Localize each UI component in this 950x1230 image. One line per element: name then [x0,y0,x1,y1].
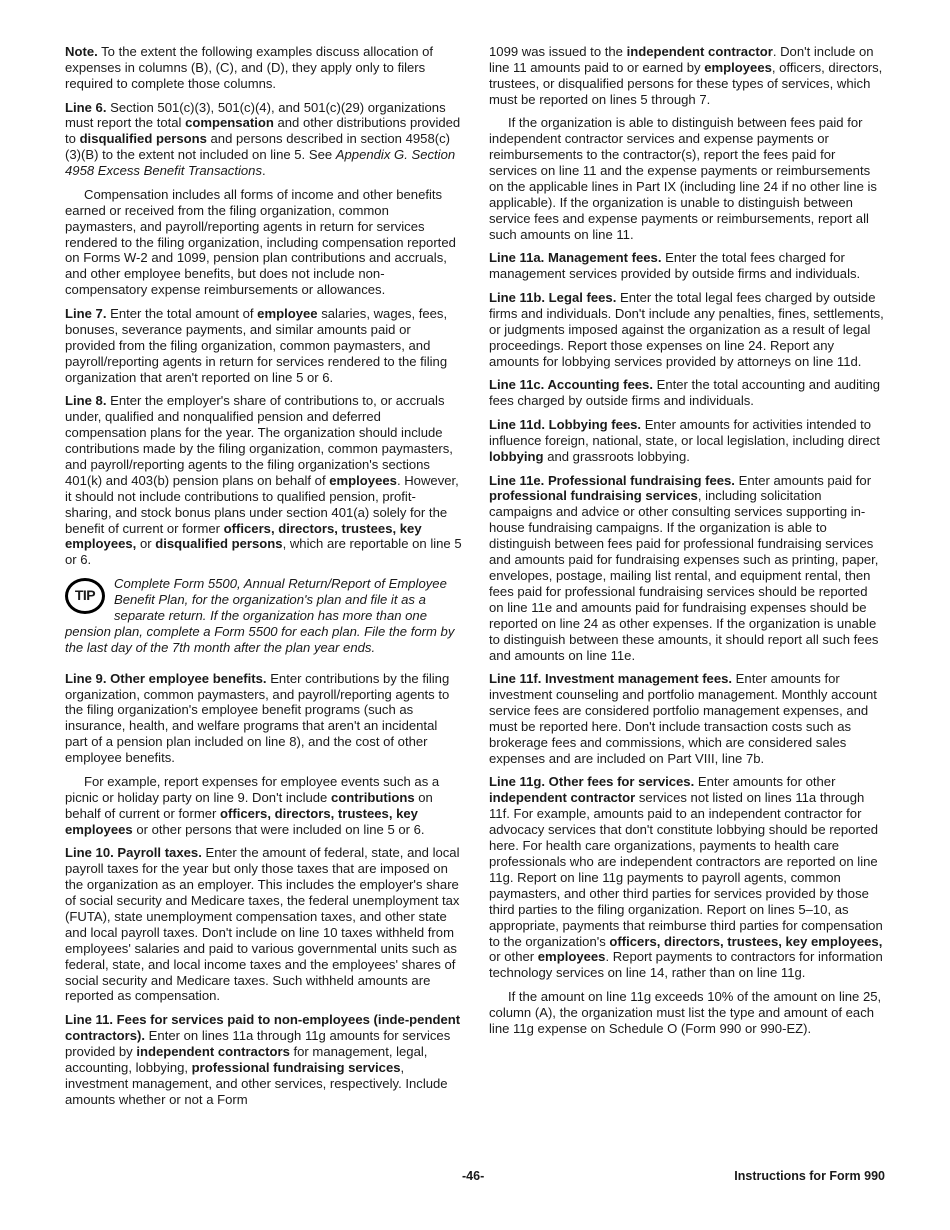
note-paragraph: Note. To the extent the following examples discuss allocation of expenses in columns (B), (C), and (D), they apply only to filers required to complete those columns. [65,44,434,91]
footer-title: Instructions for Form 990 [734,1169,885,1183]
tip-box [65,576,462,656]
line-11-continued-paragraph: 1099 was issued to the independent contractor. Don't include on line 11 amounts paid to or earned by employees, officers, directors, trustees, or disqualified persons for these types of services, which must be reported on lines 5 through 7. [489,44,883,107]
tip-icon: TIP [65,578,105,614]
line-6-paragraph: Line 6. Section 501(c)(3), 501(c)(4), and 501(c)(29) organizations must report the total compensation and other distributions provided to disqualified persons and persons described in section 4958(c)(3)(B) to the extent not included on line 5. See Appendix G. Section 4958 Excess Benefit Transactions. [65,99,461,179]
line-11b-paragraph: Line 11b. Legal fees. Enter the total legal fees charged by outside firms and individuals. Don't include any penalties, fines, settlements, or judgments imposed against the organization as a result of legal proceedings. Report those expenses on line 24. Report any amounts for lobbying services provided by attorneys on line 11d. [489,290,884,369]
line-11c-paragraph: Line 11c. Accounting fees. Enter the total accounting and auditing fees charged by outside firms and individuals. [489,377,881,409]
line-9-example-paragraph: For example, report expenses for employee events such as a picnic or holiday party on line 9. Don't include contributions on behalf of current or former officers, directors, trustees, key employees or other persons that were included on line 5 or 6. [65,773,440,837]
line-11f-paragraph: Line 11f. Investment management fees. Enter amounts for investment counseling and portfolio management. Monthly account service fees are considered portfolio management expenses, and must be reported here. Don't include transaction costs such as brokerage fees and commissions, which are considered sales expenses and are included on Part VIII, line 7b. [489,671,877,766]
page-number: -46- [462,1169,485,1183]
tip-text: Complete Form 5500, Annual Return/Report of Employee Benefit Plan, for the organization's plan and file it as a separate return. If the organization has more than one pension plan, complete a Form 5500 for each plan. File the form by the last day of the 7th month after the plan year ends. [65,576,455,655]
line-11-paragraph: Line 11. Fees for services paid to non-employees (inde-pendent contractors). Enter on lines 11a through 11g amounts for services provided by independent contractors for management, legal, accounting, lobbying, professional fundraising services, investment management, and other services, respectively. Include amounts whether or not a Form [65,1012,461,1107]
right-column [489,44,885,1045]
line-11d-paragraph: Line 11d. Lobbying fees. Enter amounts for activities intended to influence foreign, national, state, or local legislation, including direct lobbying and grassroots lobbying. [489,417,880,464]
compensation-paragraph: Compensation includes all forms of income and other benefits earned or received from the filing organization, common paymasters, and payroll/reporting agents in return for services rendered to the filing organization, including compensation reported on Forms W-2 and 1099, pension plan contributions and accruals, and other employee benefits, but does not include non-compensatory expense reimbursements or allowances. [65,186,456,298]
line-9-paragraph: Line 9. Other employee benefits. Enter contributions by the filing organization, common paymasters, and payroll/reporting agents to the filing organization's employee benefit programs (such as insurance, health, and welfare programs that aren't an incidental part of a pension plan included on line 8), and the cost of other employee benefits. [65,670,450,766]
line-7-paragraph: Line 7. Enter the total amount of employee salaries, wages, fees, bonuses, severance payments, and similar amounts paid or provided from the filing organization, common paymasters, and payroll/reporting agents in return for services rendered to the filing organization that aren't reported on line 5 or 6. [65,305,448,385]
line-11e-paragraph: Line 11e. Professional fundraising fees. Enter amounts paid for professional fundraising services, including solicitation campaigns and advice or other consulting services supporting in-house fundraising campaigns. If the organization is able to distinguish between fees paid for professional fundraising services and amounts paid for fundraising expenses such as printing, paper, envelopes, postage, mailing list rental, and equipment rental, then fees paid for professional fundraising services should be reported on line 11e and amounts paid for fundraising expenses should be reported on line 24 as other expenses. If the organization is unable to distinguish between these amounts, it should report all such fees and amounts on line 11e. [489,472,879,663]
line-10-paragraph: Line 10. Payroll taxes. Enter the amount of federal, state, and local payroll taxes for the year but only those taxes that are imposed on the organization as an employer. This includes the employer's share of social security and Medicare taxes, the federal unemployment tax (FUTA), state unemployment compensation taxes, and other state and local payroll taxes. Don't include on line 10 taxes withheld from employees' salaries and paid to various governmental units such as federal, state, and local income taxes and the employees' shares of social security and Medicare taxes. Such withheld amounts are reported as compensation. [65,845,460,1004]
distinguish-paragraph: If the organization is able to distinguish between fees paid for independent contractor services and expense payments or reimbursements to the contractor(s), report the fees paid for services on line 11 and the expense payments or reimbursements on the applicable lines in Part IX (including line 24 if no other line is applicable). If the organization is unable to distinguish between service fees and expense payments or reimbursements, report all such amounts on line 11. [489,115,877,242]
line-11a-paragraph: Line 11a. Management fees. Enter the total fees charged for management services provided by outside firms and individuals. [489,250,861,282]
line-8-paragraph: Line 8. Enter the employer's share of contributions to, or accruals under, qualified and nonqualified pension and deferred compensation plans for the year. The organization should include contributions made by the filing organization, common paymasters, and payroll/reporting agents to the filing organization's sections 401(k) and 403(b) pension plans on behalf of employees. However, it should not include contributions to qualified pension, profit-sharing, and stock bonus plans under section 401(a) solely for the benefit of current or former officers, directors, trustees, key employees, or disqualified persons, which are reportable on line 5 or 6. [65,393,462,568]
line-11g-paragraph: Line 11g. Other fees for services. Enter amounts for other independent contractor services not listed on lines 11a through 11f. For example, amounts paid to an independent contractor for advocacy services that don't constitute lobbying should be reported here. For health care organizations, payments to health care professionals who are independent contractors are reported on line 11g. Report on line 11g payments to payroll agents, common paymasters, and other third parties for services provided by those third parties to the filing organization. Report on lines 5–10, as appropriate, payments that reimburse third parties for compensation to the organization's officers, directors, trustees, key employees, or other employees. Report payments to contractors for information technology services on line 14, rather than on line 11g. [489,774,883,981]
left-column [65,44,462,1115]
line-11g-exceeds-paragraph: If the amount on line 11g exceeds 10% of the amount on line 25, column (A), the organization must list the type and amount of each line 11g expense on Schedule O (Form 990 or 990-EZ). [489,989,882,1036]
